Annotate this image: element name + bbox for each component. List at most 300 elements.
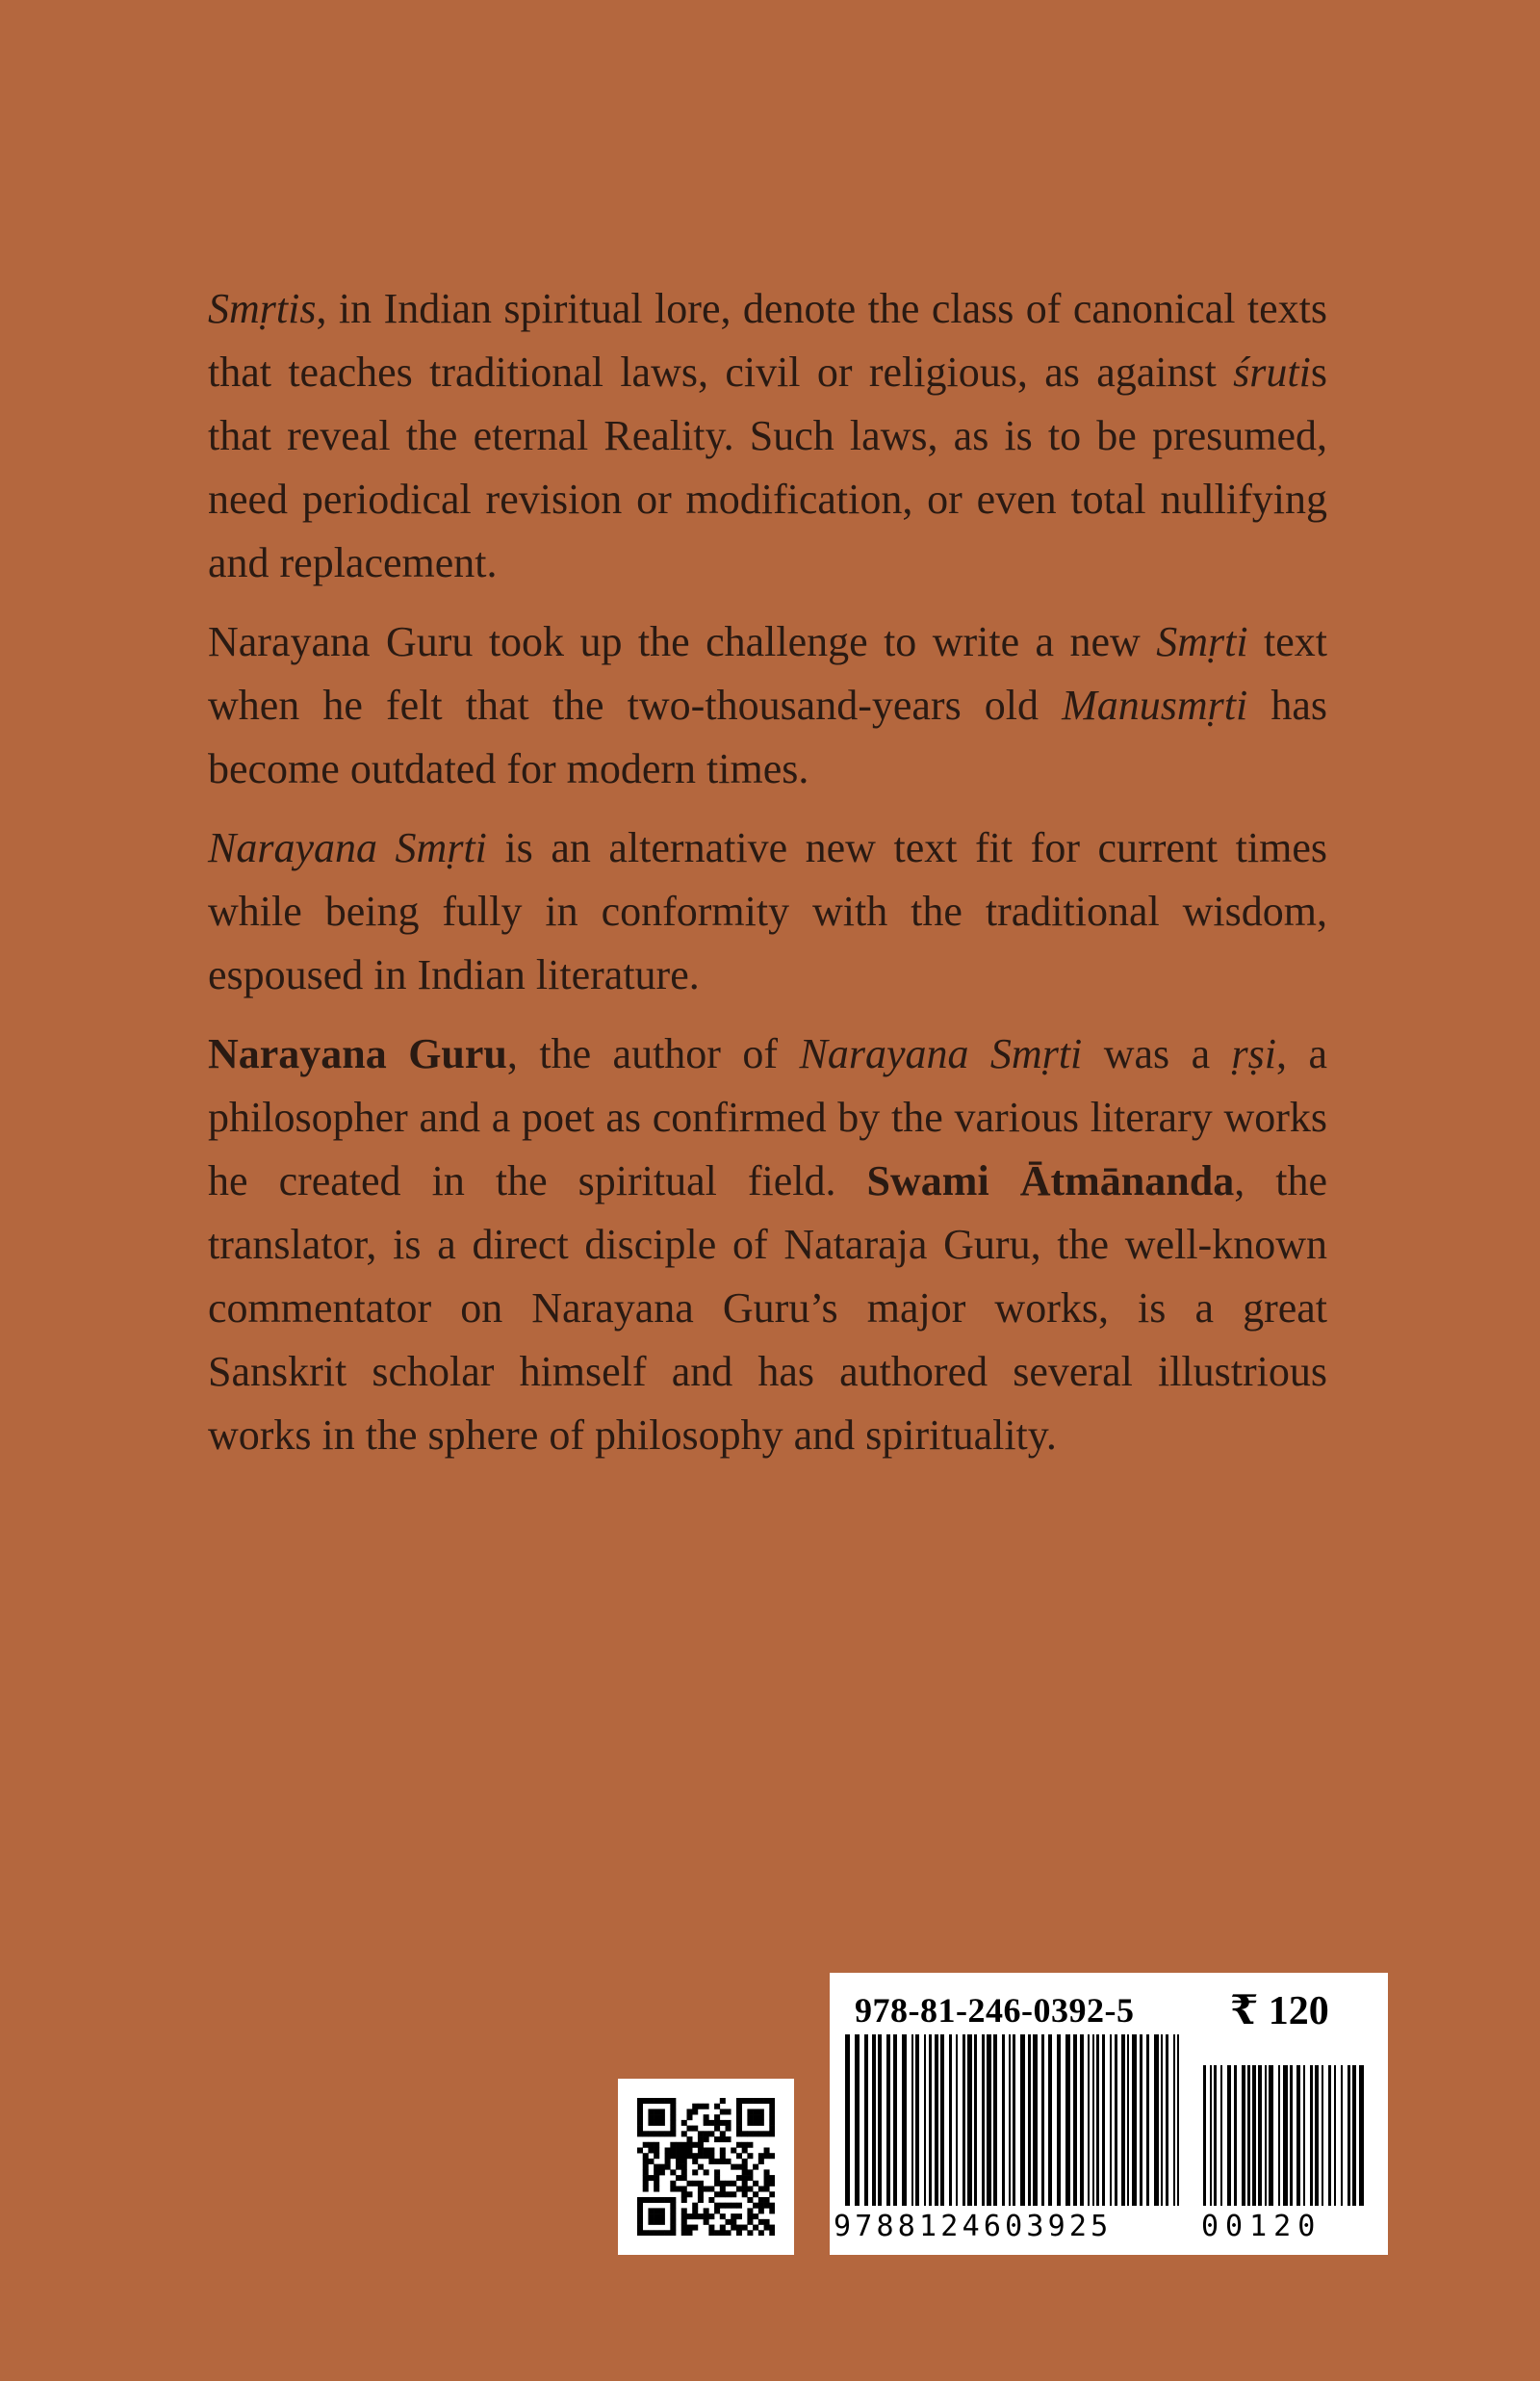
qr-module	[692, 2159, 698, 2164]
qr-module	[670, 2142, 676, 2148]
qr-module	[670, 2203, 676, 2209]
qr-module	[648, 2114, 654, 2120]
barcode-bar	[1166, 2034, 1168, 2206]
qr-module	[758, 2159, 764, 2164]
qr-module	[753, 2203, 758, 2209]
qr-module	[720, 2230, 726, 2236]
qr-module	[654, 2120, 659, 2126]
qr-module	[720, 2136, 726, 2142]
qr-module	[648, 2159, 654, 2164]
qr-module	[747, 2187, 753, 2192]
qr-module	[659, 2109, 665, 2114]
qr-module	[764, 2203, 770, 2209]
qr-module	[676, 2142, 681, 2148]
qr-module	[681, 2120, 687, 2126]
qr-module	[714, 2120, 720, 2126]
qr-module	[714, 2104, 720, 2109]
qr-module	[692, 2104, 698, 2109]
qr-module	[708, 2131, 714, 2136]
qr-module	[670, 2126, 676, 2132]
qr-module	[726, 2219, 732, 2225]
barcode-bar	[1290, 2065, 1293, 2206]
qr-module	[681, 2169, 687, 2175]
qr-module	[769, 2114, 775, 2120]
qr-module	[670, 2213, 676, 2219]
barcode-bar	[1203, 2065, 1206, 2206]
qr-module	[681, 2219, 687, 2225]
qr-module	[686, 2225, 692, 2231]
qr-module	[670, 2147, 676, 2153]
barcode-bar	[974, 2034, 977, 2206]
qr-module	[692, 2169, 698, 2175]
qr-module	[720, 2153, 726, 2159]
qr-module	[681, 2208, 687, 2213]
qr-module	[714, 2208, 720, 2213]
qr-module	[643, 2169, 649, 2175]
qr-module	[758, 2203, 764, 2209]
qr-module	[648, 2197, 654, 2203]
qr-module	[670, 2230, 676, 2236]
qr-module	[704, 2114, 709, 2120]
qr-module	[676, 2175, 681, 2181]
qr-module	[753, 2191, 758, 2197]
qr-module	[731, 2225, 736, 2231]
qr-module	[654, 2164, 659, 2170]
barcode-bar	[1048, 2034, 1052, 2206]
qr-module	[726, 2136, 732, 2142]
qr-module	[708, 2187, 714, 2192]
qr-module	[726, 2181, 732, 2187]
qr-module	[686, 2147, 692, 2153]
qr-module	[681, 2191, 687, 2197]
qr-module	[747, 2153, 753, 2159]
qr-module	[704, 2169, 709, 2175]
qr-module	[648, 2109, 654, 2114]
qr-module	[758, 2098, 764, 2104]
barcode-digits-addon: 00120	[1201, 2210, 1322, 2243]
barcode-bar	[911, 2034, 913, 2206]
qr-module	[708, 2213, 714, 2219]
qr-module	[736, 2109, 742, 2114]
qr-module	[681, 2230, 687, 2236]
qr-module	[708, 2230, 714, 2236]
qr-module	[659, 2131, 665, 2136]
qr-module	[736, 2114, 742, 2120]
qr-module	[758, 2120, 764, 2126]
barcode-bar	[935, 2034, 938, 2206]
qr-module	[731, 2219, 736, 2225]
qr-module	[764, 2225, 770, 2231]
qr-module	[758, 2187, 764, 2192]
qr-module	[692, 2213, 698, 2219]
qr-module	[643, 2197, 649, 2203]
barcode-bar	[1173, 2034, 1175, 2206]
barcode-bar	[1242, 2065, 1245, 2206]
qr-module	[654, 2208, 659, 2213]
barcode-bar	[1140, 2034, 1142, 2206]
barcode-bar	[962, 2034, 965, 2206]
qr-module	[708, 2120, 714, 2126]
qr-module	[686, 2191, 692, 2197]
qr-module	[747, 2131, 753, 2136]
qr-module	[670, 2208, 676, 2213]
barcode-bar	[1265, 2065, 1267, 2206]
barcode-bar	[1315, 2065, 1319, 2206]
qr-module	[654, 2213, 659, 2219]
qr-module	[654, 2175, 659, 2181]
qr-module	[637, 2225, 643, 2231]
qr-module	[720, 2191, 726, 2197]
qr-module	[637, 2120, 643, 2126]
qr-module	[704, 2219, 709, 2225]
qr-module	[742, 2169, 748, 2175]
barcode-bar	[1154, 2034, 1159, 2206]
qr-module	[753, 2120, 758, 2126]
barcode-bar	[1234, 2065, 1237, 2206]
qr-module	[643, 2159, 649, 2164]
qr-module	[637, 2109, 643, 2114]
barcode-bar	[1127, 2034, 1129, 2206]
barcode-bar	[855, 2034, 860, 2206]
barcode-bar	[929, 2034, 932, 2206]
qr-module	[758, 2114, 764, 2120]
qr-module	[692, 2153, 698, 2159]
qr-module	[720, 2120, 726, 2126]
qr-module	[764, 2098, 770, 2104]
qr-module	[769, 2175, 775, 2181]
qr-module	[742, 2131, 748, 2136]
qr-module	[692, 2208, 698, 2213]
qr-module	[758, 2131, 764, 2136]
qr-module	[665, 2164, 671, 2170]
qr-module	[731, 2164, 736, 2170]
qr-module	[654, 2153, 659, 2159]
qr-module	[686, 2230, 692, 2236]
qr-module	[692, 2126, 698, 2132]
qr-module	[670, 2169, 676, 2175]
qr-module	[714, 2114, 720, 2120]
qr-module	[698, 2181, 704, 2187]
qr-module	[726, 2159, 732, 2164]
barcode-bar	[1210, 2065, 1212, 2206]
qr-module	[714, 2230, 720, 2236]
qr-module	[681, 2142, 687, 2148]
qr-module	[676, 2153, 681, 2159]
barcode-bar	[982, 2034, 985, 2206]
qr-module	[648, 2131, 654, 2136]
qr-module	[769, 2191, 775, 2197]
qr-module	[747, 2169, 753, 2175]
barcode-bar	[967, 2034, 972, 2206]
barcode-bar	[1146, 2034, 1149, 2206]
qr-module	[704, 2153, 709, 2159]
qr-module	[704, 2131, 709, 2136]
qr-module	[637, 2203, 643, 2209]
qr-module	[704, 2120, 709, 2126]
qr-module	[704, 2187, 709, 2192]
qr-module	[742, 2147, 748, 2153]
qr-module	[659, 2219, 665, 2225]
qr-module	[764, 2131, 770, 2136]
barcode-bar	[1096, 2034, 1099, 2206]
qr-module	[720, 2147, 726, 2153]
qr-module	[676, 2159, 681, 2164]
qr-module	[670, 2197, 676, 2203]
barcode-bar	[1121, 2034, 1125, 2206]
qr-module	[708, 2153, 714, 2159]
qr-module	[698, 2187, 704, 2192]
qr-module	[698, 2131, 704, 2136]
qr-module	[643, 2230, 649, 2236]
qr-module	[665, 2153, 671, 2159]
qr-module	[648, 2142, 654, 2148]
qr-module	[637, 2147, 643, 2153]
qr-module	[747, 2219, 753, 2225]
qr-module	[643, 2175, 649, 2181]
qr-module	[714, 2159, 720, 2164]
qr-module	[742, 2159, 748, 2164]
qr-module	[742, 2175, 748, 2181]
qr-module	[736, 2213, 742, 2219]
qr-module	[747, 2175, 753, 2181]
qr-module	[736, 2131, 742, 2136]
qr-module	[643, 2181, 649, 2187]
qr-module	[704, 2213, 709, 2219]
barcode-bar	[1033, 2034, 1038, 2206]
qr-module	[747, 2120, 753, 2126]
qr-module	[665, 2098, 671, 2104]
qr-module	[681, 2175, 687, 2181]
qr-module	[659, 2230, 665, 2236]
qr-module	[753, 2098, 758, 2104]
qr-module	[764, 2147, 770, 2153]
paragraph-challenge: Narayana Guru took up the challenge to write a new Smṛti text when he felt that the two-thousand-years old Manusmṛti has become outdated for modern times.	[208, 618, 1327, 792]
qr-module	[758, 2109, 764, 2114]
barcode-bar	[1269, 2065, 1273, 2206]
qr-module	[753, 2131, 758, 2136]
qr-module	[654, 2131, 659, 2136]
qr-module	[681, 2159, 687, 2164]
qr-module	[769, 2203, 775, 2209]
qr-module	[736, 2120, 742, 2126]
qr-module	[753, 2213, 758, 2219]
qr-module	[665, 2159, 671, 2164]
qr-module	[769, 2131, 775, 2136]
paragraph-author: Narayana Guru, the author of Narayana Smṛti was a ṛṣi, a philosopher and a poet as confirmed by the various literary works he created in the spiritual field. Swami Ātmānanda, the translator, is a direct disciple of Nataraja Guru, the well-known commentator on Narayana Guru’s major works, is a great Sanskrit scholar himself and has authored several illustrious works in the sphere of philosophy and spirituality.	[208, 1030, 1327, 1459]
qr-module	[676, 2187, 681, 2192]
qr-module	[648, 2120, 654, 2126]
qr-module	[720, 2181, 726, 2187]
qr-module	[764, 2219, 770, 2225]
barcode-bar	[1002, 2034, 1005, 2206]
barcode-bar	[872, 2034, 876, 2206]
qr-module	[659, 2197, 665, 2203]
barcode-bar	[864, 2034, 868, 2206]
qr-module	[670, 2120, 676, 2126]
qr-module	[764, 2187, 770, 2192]
qr-module	[742, 2187, 748, 2192]
barcode-bar	[1334, 2065, 1336, 2206]
qr-module	[654, 2098, 659, 2104]
qr-module	[736, 2187, 742, 2192]
qr-module	[708, 2147, 714, 2153]
barcode-bar	[1258, 2065, 1262, 2206]
qr-module	[654, 2230, 659, 2236]
qr-module	[736, 2142, 742, 2148]
qr-module	[648, 2147, 654, 2153]
qr-module	[714, 2136, 720, 2142]
qr-module	[764, 2169, 770, 2175]
qr-module	[742, 2191, 748, 2197]
qr-module	[648, 2230, 654, 2236]
qr-module	[720, 2213, 726, 2219]
barcode-bar	[1080, 2034, 1084, 2206]
qr-module	[643, 2153, 649, 2159]
qr-module	[637, 2213, 643, 2219]
qr-module	[670, 2131, 676, 2136]
qr-module	[659, 2169, 665, 2175]
qr-module	[753, 2164, 758, 2170]
barcode-bar	[1088, 2034, 1090, 2206]
barcode-bar	[915, 2034, 919, 2206]
qr-module	[659, 2164, 665, 2170]
qr-module	[681, 2131, 687, 2136]
qr-module	[720, 2187, 726, 2192]
isbn-barcode-panel	[830, 1973, 1388, 2255]
qr-module	[698, 2153, 704, 2159]
qr-module	[654, 2219, 659, 2225]
barcode-bar	[1341, 2065, 1343, 2206]
qr-module	[758, 2153, 764, 2159]
qr-module	[736, 2230, 742, 2236]
barcode-addon	[1203, 2065, 1365, 2206]
qr-module	[769, 2104, 775, 2109]
qr-module	[681, 2187, 687, 2192]
qr-module	[769, 2225, 775, 2231]
qr-module	[769, 2153, 775, 2159]
qr-module	[659, 2213, 665, 2219]
qr-module	[726, 2120, 732, 2126]
qr-module	[747, 2213, 753, 2219]
qr-module	[654, 2114, 659, 2120]
barcode-bar	[1322, 2065, 1323, 2206]
qr-module	[686, 2114, 692, 2120]
qr-module	[720, 2109, 726, 2114]
qr-module	[659, 2208, 665, 2213]
qr-module	[742, 2225, 748, 2231]
qr-module	[736, 2175, 742, 2181]
qr-module	[670, 2181, 676, 2187]
paragraph-narayana-smrti: Narayana Smṛti is an alternative new text fit for current times while being fully in conformity with the traditional wisdom, espoused in Indian literature.	[208, 824, 1327, 998]
qr-module	[654, 2197, 659, 2203]
qr-module	[742, 2181, 748, 2187]
barcode-bar	[1020, 2034, 1025, 2206]
qr-module	[742, 2142, 748, 2148]
qr-module	[643, 2187, 649, 2192]
qr-module	[731, 2147, 736, 2153]
qr-module	[698, 2136, 704, 2142]
qr-module	[637, 2230, 643, 2236]
qr-module	[747, 2142, 753, 2148]
qr-module	[714, 2175, 720, 2181]
qr-module	[686, 2213, 692, 2219]
qr-module	[686, 2126, 692, 2132]
qr-module	[758, 2230, 764, 2236]
qr-module	[708, 2197, 714, 2203]
qr-module	[704, 2208, 709, 2213]
qr-module	[698, 2164, 704, 2170]
qr-module	[686, 2181, 692, 2187]
barcode-bar	[845, 2034, 850, 2206]
qr-module	[637, 2131, 643, 2136]
qr-module	[681, 2225, 687, 2231]
qr-module	[670, 2098, 676, 2104]
qr-module	[736, 2164, 742, 2170]
qr-module	[714, 2203, 720, 2209]
barcode-bar	[1220, 2065, 1222, 2206]
qr-module	[698, 2147, 704, 2153]
qr-module	[698, 2197, 704, 2203]
qr-module	[659, 2120, 665, 2126]
qr-module	[731, 2213, 736, 2219]
qr-module	[643, 2142, 649, 2148]
qr-module	[637, 2219, 643, 2225]
qr-module	[753, 2181, 758, 2187]
qr-module	[665, 2230, 671, 2236]
qr-module	[665, 2197, 671, 2203]
qr-module	[704, 2104, 709, 2109]
qr-module	[747, 2208, 753, 2213]
qr-module	[692, 2225, 698, 2231]
qr-module	[747, 2098, 753, 2104]
qr-module	[736, 2153, 742, 2159]
qr-module	[698, 2213, 704, 2219]
barcode-main	[845, 2034, 1184, 2206]
qr-module	[726, 2109, 732, 2114]
barcode-bar	[893, 2034, 897, 2206]
barcode-bar	[1278, 2065, 1280, 2206]
qr-module	[643, 2131, 649, 2136]
qr-module	[769, 2230, 775, 2236]
blurb-text	[208, 277, 1327, 1483]
qr-module	[648, 2175, 654, 2181]
qr-module	[637, 2126, 643, 2132]
barcode-bar	[924, 2034, 926, 2206]
qr-module	[747, 2230, 753, 2236]
qr-module	[654, 2169, 659, 2175]
qr-module	[747, 2197, 753, 2203]
qr-module	[769, 2126, 775, 2132]
qr-module	[670, 2104, 676, 2109]
qr-module	[708, 2159, 714, 2164]
qr-module	[726, 2230, 732, 2236]
qr-module	[654, 2109, 659, 2114]
qr-module	[726, 2203, 732, 2209]
barcode-bar	[1310, 2065, 1313, 2206]
qr-module	[681, 2164, 687, 2170]
qr-module	[736, 2104, 742, 2109]
qr-module	[758, 2219, 764, 2225]
qr-module	[704, 2136, 709, 2142]
qr-module	[698, 2191, 704, 2197]
qr-module	[686, 2142, 692, 2148]
barcode-bar	[1102, 2034, 1105, 2206]
barcode-bar	[949, 2034, 952, 2206]
qr-module	[648, 2213, 654, 2219]
barcode-bar	[1092, 2034, 1094, 2206]
qr-module	[643, 2098, 649, 2104]
qr-module	[698, 2142, 704, 2148]
